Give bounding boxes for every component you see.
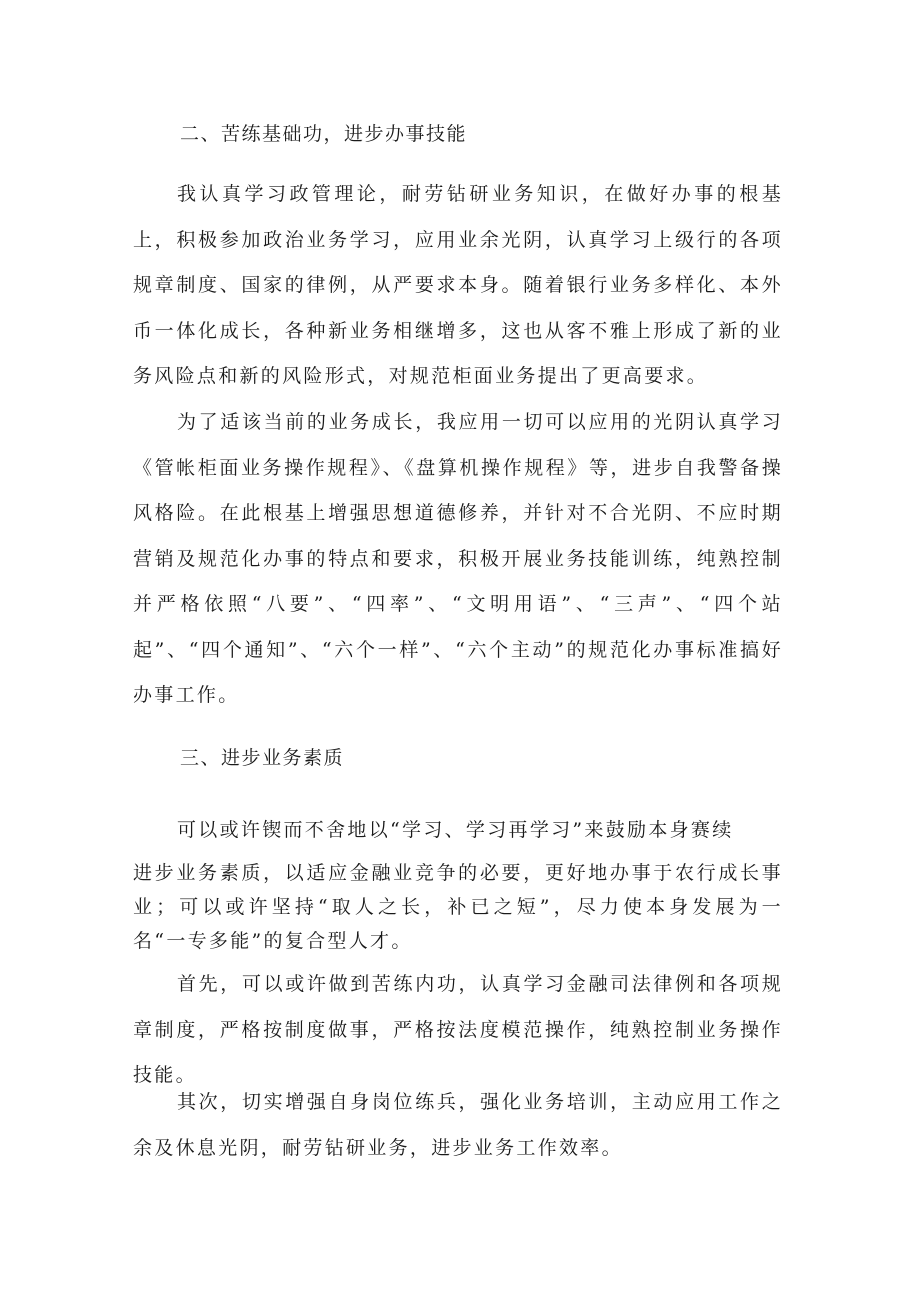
section3-paragraph-2: 首先，可以或许做到苦练内功，认真学习金融司法律例和各项规章制度，严格按制度做事，严格按法度模范操作，纯熟控制业务操作技能。 [133, 973, 783, 1086]
section3-paragraph-1-first-line: 可以或许锲而不舍地以“学习、学习再学习”来鼓励本身赛续 [177, 819, 734, 841]
section2-paragraph-1: 我认真学习政管理论，耐劳钻研业务知识，在做好办事的根基上，积极参加政治业务学习，应用业余光阴，认真学习上级行的各项规章制度、国家的律例，从严要求本身。随着银行业务多样化、本外币一体化成长，各种新业务相继增多，这也从客不雅上形成了新的业务风险点和新的风险形式，对规范柜面业务提出了更高要求。 [133, 183, 783, 387]
section-heading-2: 二、苦练基础功，进步办事技能 [180, 123, 468, 145]
section3-paragraph-1-continuation: 进步业务素质，以适应金融业竞争的必要，更好地办事于农行成长事业；可以或许坚持“取人之长，补已之短”，尽力使本身发展为一名“一专多能”的复合型人才。 [133, 862, 783, 952]
section3-paragraph-3: 其次，切实增强自身岗位练兵，强化业务培训，主动应用工作之余及休息光阴，耐劳钻研业务，进步业务工作效率。 [133, 1091, 783, 1159]
section2-paragraph-2: 为了适该当前的业务成长，我应用一切可以应用的光阴认真学习《管帐柜面业务操作规程》、《盘算机操作规程》等，进步自我警备操风格险。在此根基上增强思想道德修养，并针对不合光阴、不应时期营销及规范化办事的特点和要求，积极开展业务技能训练，纯熟控制并严格依照“八要”、“四率”、“文明用语”、“三声”、“四个站起”、“四个通知”、“六个一样”、“六个主动”的规范化办事标准搞好办事工作。 [133, 411, 783, 706]
section-heading-3: 三、进步业务素质 [180, 747, 345, 769]
